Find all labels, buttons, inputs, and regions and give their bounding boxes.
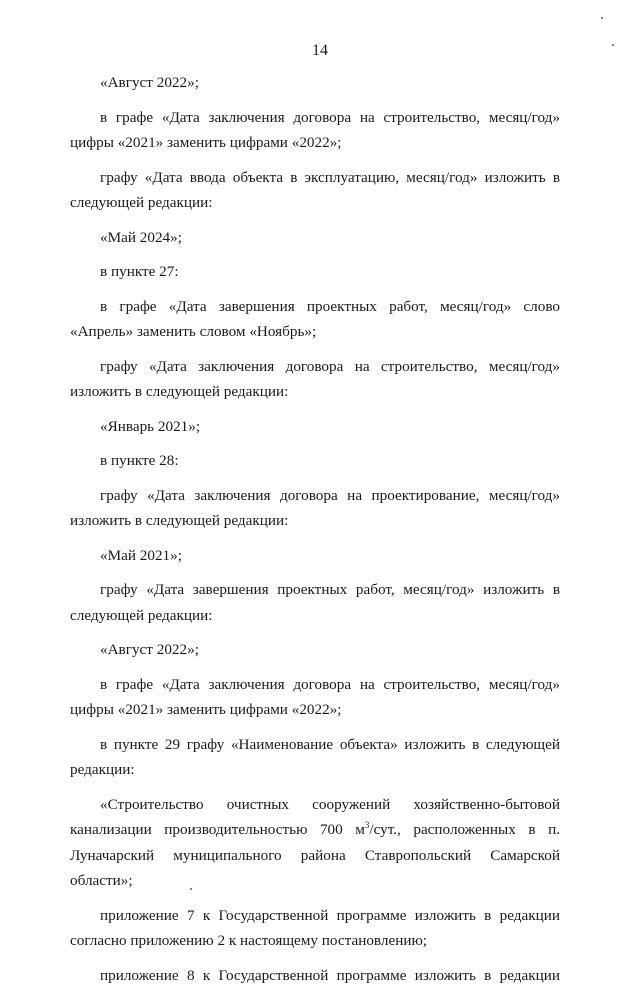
superscript: 3 — [364, 819, 370, 830]
object-name-part2: /сут., расположенных в п. Луначарский муниципального района Ставропольский Самарской области»; — [70, 821, 560, 889]
paragraph: в графе «Дата заключения договора на строительство, месяц/год» цифры «2021» заменить цифрами «2022»; — [70, 675, 560, 718]
paragraph: графу «Дата заключения договора на проектирование, месяц/год» изложить в следующей редакции: — [70, 486, 560, 529]
paragraph: в пункте 27: — [100, 263, 179, 280]
object-name-part1: «Строительство очистных сооружений хозяйственно-бытовой канализации производительностью 700 м — [70, 795, 560, 838]
paragraph: «Май 2024»; — [100, 228, 182, 246]
paragraph: «Август 2022»; — [100, 74, 199, 91]
paragraph: в пункте 29 графу «Наименование объекта» изложить в следующей редакции: — [70, 735, 560, 778]
document-body — [70, 70, 560, 997]
paragraph: приложение 7 к Государственной программе изложить в редакции согласно приложению 2 к настоящему постановлению; — [70, 906, 560, 949]
page-number: 14 — [312, 42, 328, 59]
object-name-paragraph — [70, 792, 560, 894]
scan-speck — [190, 888, 192, 890]
paragraph: графу «Дата завершения проектных работ, месяц/год» изложить в следующей редакции: — [70, 581, 560, 624]
paragraph: в графе «Дата завершения проектных работ, месяц/год» слово «Апрель» заменить словом «Ноябрь»; — [70, 297, 560, 340]
paragraph: графу «Дата заключения договора на строительство, месяц/год» изложить в следующей редакции: — [70, 357, 560, 400]
paragraph: в пункте 28: — [100, 452, 179, 469]
scan-speck — [612, 44, 614, 46]
paragraph: в графе «Дата заключения договора на строительство, месяц/год» цифры «2021» заменить цифрами «2022»; — [70, 108, 560, 151]
paragraph: «Май 2021»; — [100, 546, 182, 564]
paragraph: «Август 2022»; — [100, 641, 199, 658]
paragraph: «Январь 2021»; — [100, 417, 201, 435]
scan-speck — [601, 17, 603, 19]
paragraph: графу «Дата ввода объекта в эксплуатацию, месяц/год» изложить в следующей редакции: — [70, 168, 560, 211]
paragraph: приложение 8 к Государственной программе изложить в редакции — [100, 966, 560, 984]
